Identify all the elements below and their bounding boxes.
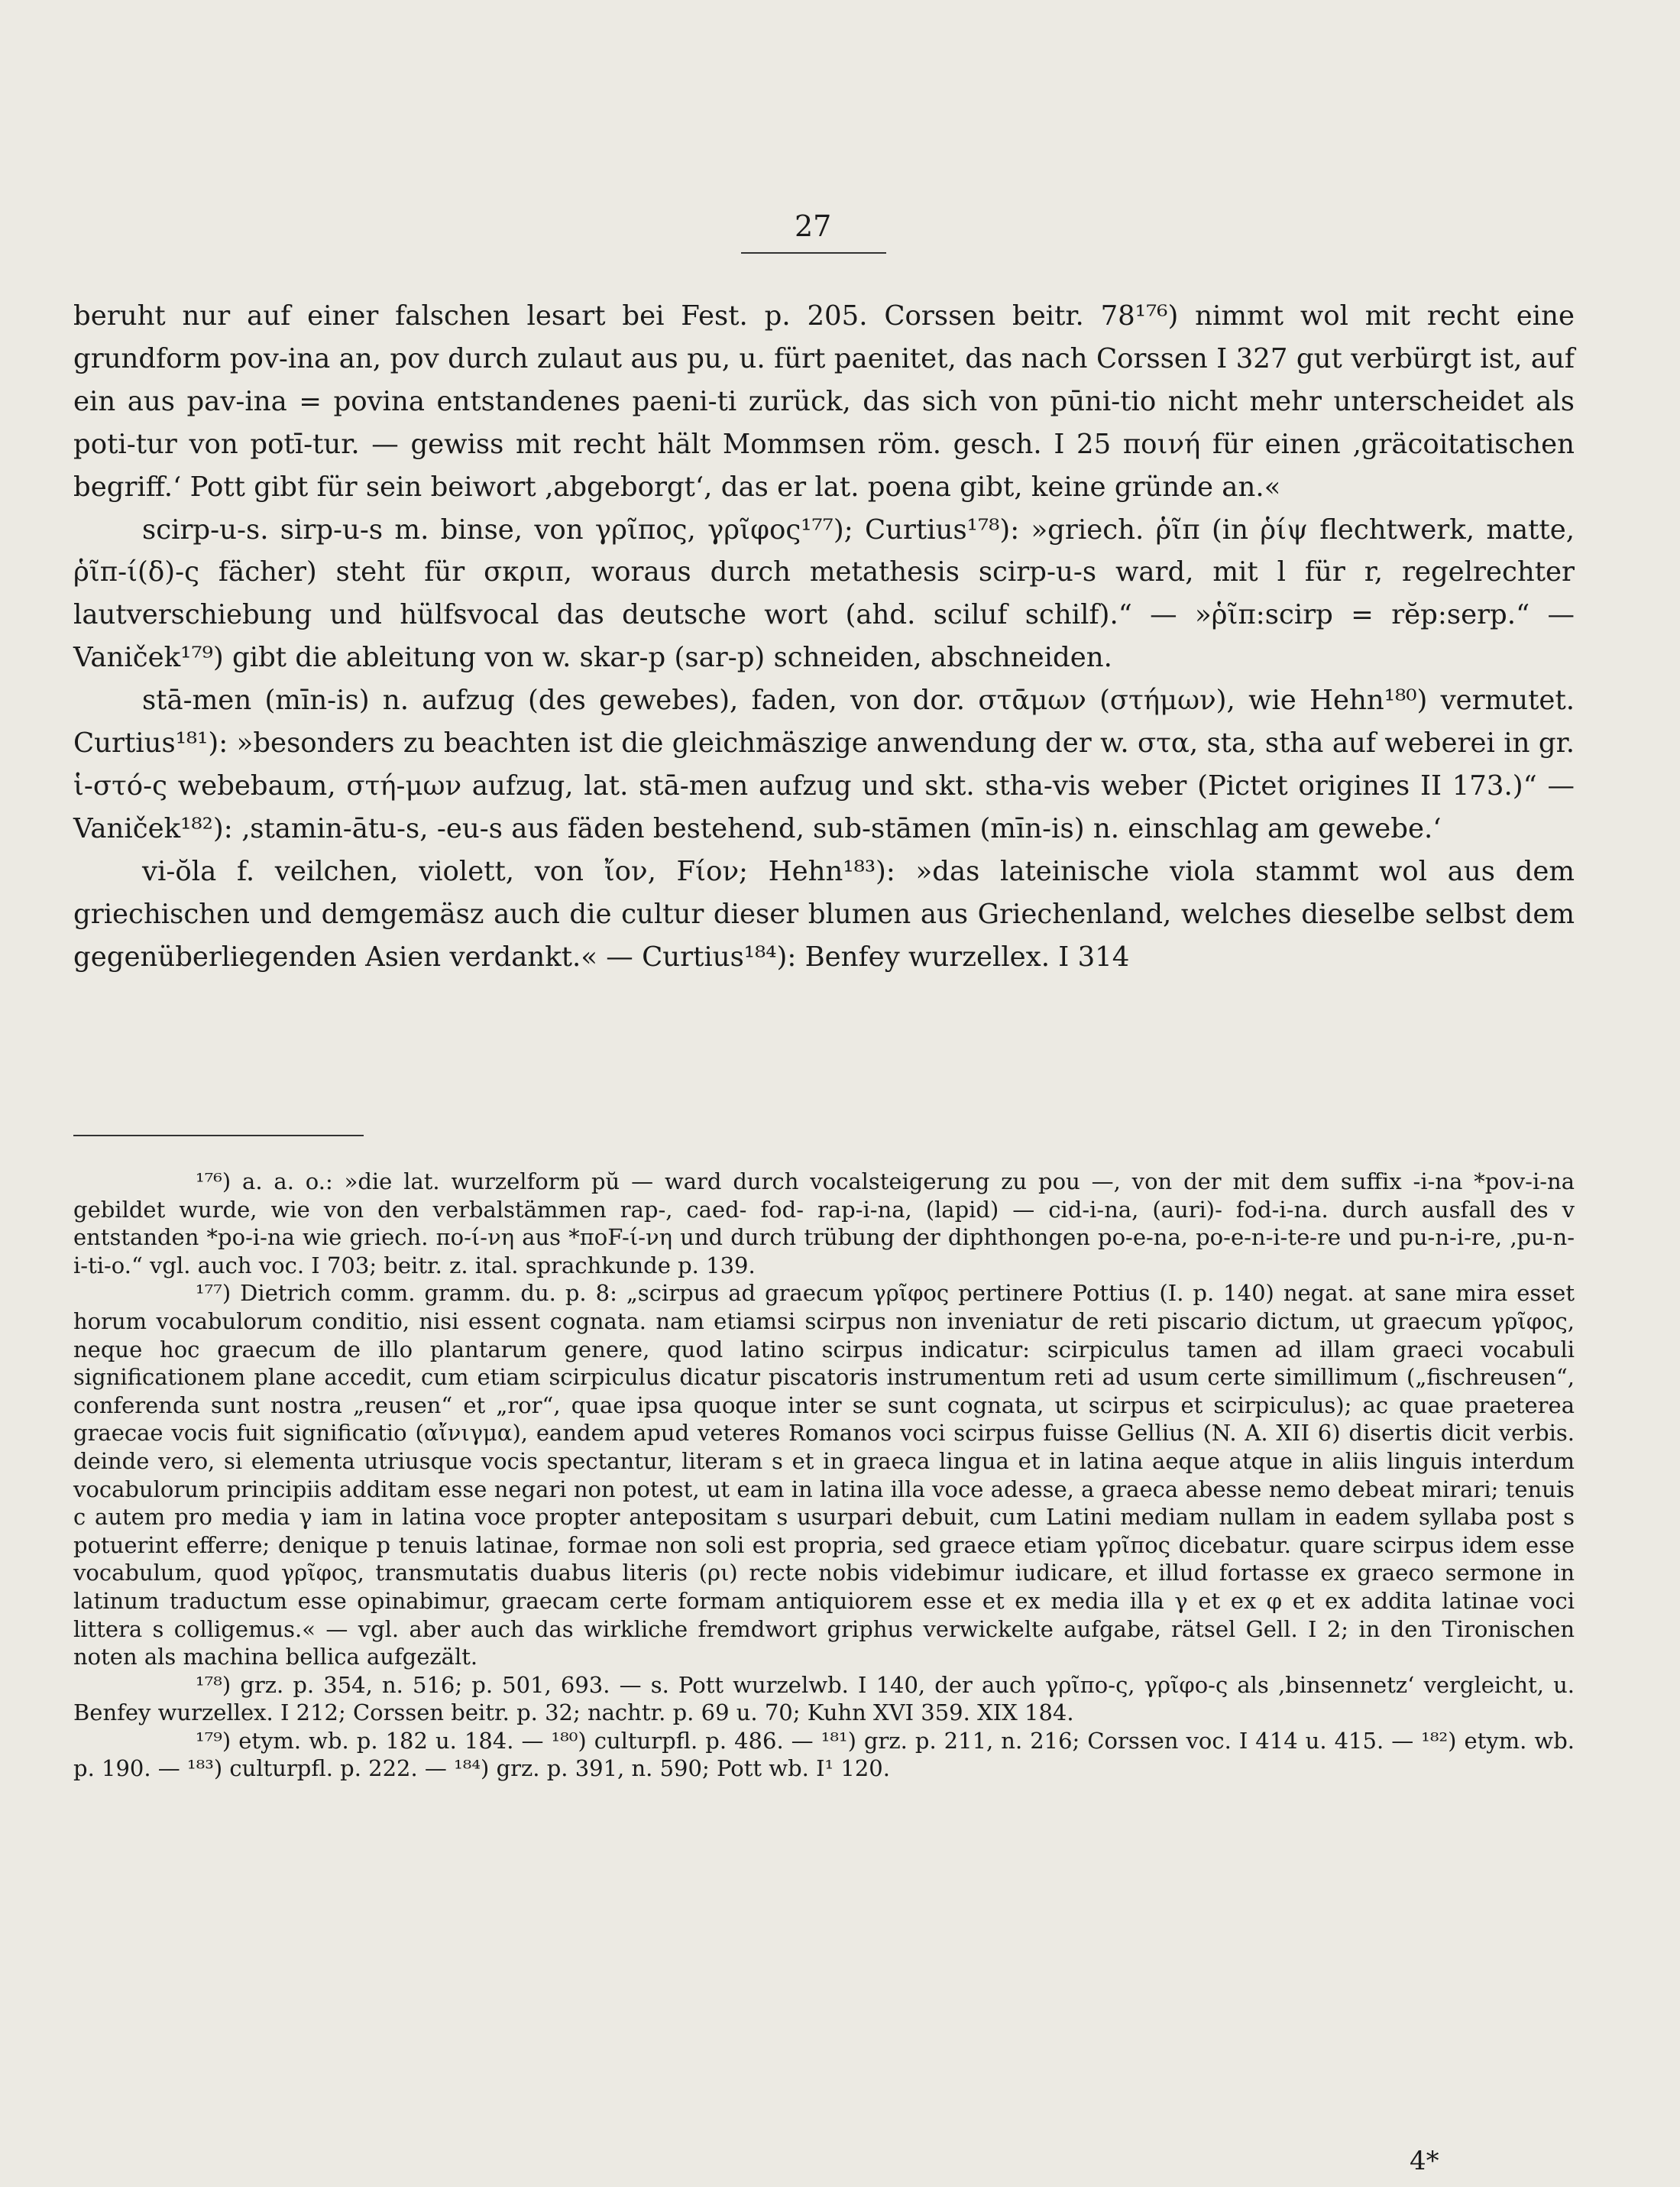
paragraph-1: beruht nur auf einer falschen lesart bei Fest. p. 205. Corssen beitr. 78¹⁷⁶) nimmt wol mit recht eine grundform pov-ina an, pov durch zulaut aus pu, u. fürt paenitet, das nach Corssen I 327 gut verbürgt ist, auf ein aus pav-ina = povina entstandenes paeni-ti zurück, das sich von pūni-tio nicht mehr unterscheidet als poti-tur von potī-tur. — gewiss mit recht hält Mommsen röm. gesch. I 25 ποινή für einen ‚gräcoitatischen begriff.‘ Pott gibt für sein beiwort ‚abgeborgt‘, das er lat. poena gibt, keine gründe an.« (73, 300, 1575, 503)
paragraph-stamen: stā-men (mīn-is) n. aufzug (des gewebes), faden, von dor. στᾱμων (στήμων), wie Hehn¹⁸⁰) vermutet. Curtius¹⁸¹): »besonders zu beachten ist die gleichmäszige anwendung der w. στα, sta, stha auf weberei in gr. ἱ-στό-ς webebaum, στή-μων aufzug, lat. stā-men aufzug und skt. stha-vis weber (Pictet origines II 173.)“ — Vaniček¹⁸²): ‚stamin-ātu-s, -eu-s aus fäden bestehend, sub-stāmen (mīn-is) n. einschlag am gewebe.‘ (73, 685, 1575, 844)
footnote-178: ¹⁷⁸) grz. p. 354, n. 516; p. 501, 693. — s. Pott wurzelwb. I 140, der auch γρῖπο-ς, γρῖφο-ς als ‚binsennetz‘ vergleicht, u. Benfey wurzellex. I 212; Corssen beitr. p. 32; nachtr. p. 69 u. 70; Kuhn XVI 359. XIX 184. (73, 1671, 1575, 1726)
paragraph-viola: vi-ŏla f. veilchen, violett, von ἴον, Fίον; Hehn¹⁸³): »das lateinische viola stammt wol aus dem griechischen und demgemäsz auch die cultur dieser blumen aus Griechenland, welches dieselbe selbst dem gegenüberliegenden Asien verdankt.« — Curtius¹⁸⁴): Benfey wurzellex. I 314 (73, 855, 1575, 973)
main-text (73, 295, 1575, 979)
header-rule (741, 252, 886, 254)
footnote-176: ¹⁷⁶) a. a. o.: »die lat. wurzelform pŭ — ward durch vocalsteigerung zu pou —, von der mit dem suffix -i-na *pov-i-na gebildet wurde, wie von den verbalstämmen rap-, caed- fod- rap-i-na, (lapid) — cid-i-na, (auri)- fod-i-na. durch ausfall des v entstanden *po-i-na wie griech. πο-ί-νη aus *ποF-ί-νη und durch trübung der diphthongen po-e-na, po-e-n-i-te-re und pu-n-i-re, ‚pu-n-i-ti-o.“ vgl. auch voc. I 703; beitr. z. ital. sprachkunde p. 139. (73, 1168, 1575, 1278)
signature-mark: 4* (1410, 2146, 1439, 2176)
footnote-177: ¹⁷⁷) Dietrich comm. gramm. du. p. 8: „scirpus ad graecum γρῖφος pertinere Pottius (I. p. 140) negat. at sane mira esset horum vocabulorum conditio, nisi essent cognata. nam etiamsi scirpus non inveniatur de reti piscario dictum, ut graecum γρῖφος, neque hoc graecum de illo plantarum genere, quod latino scirpus indicatur: scirpiculus tamen ad illam graeci vocabuli significationem plane accedit, cum etiam scirpiculus dicatur piscatoris instrumentum reti ad usum certe simillimum („fischreusen“, conferenda sunt nostra „reusen“ et „ror“, quae ipsa quoque inter se sunt cognata, ut scirpus et scirpiculus); ac quae praeterea graecae vocis fuit significatio (αἴνιγμα), eandem apud veteres Romanos voci scirpus fuisse Gellius (N. A. XII 6) disertis dicit verbis. deinde vero, si elementa utriusque vocis spectantur, literam s et in graeca lingua et in latina aeque atque in aliis linguis interdum vocabulorum principiis additam esse negari non potest, ut eam in latina illa voce adesse, a graeca abesse nemo debeat mirari; tenuis c autem pro media γ iam in latina voce propter antepositam s usurpari debuit, cum Latini mediam nullam in eadem syllaba post s potuerint efferre; denique p tenuis latinae, formae non soli est propria, sed graece etiam γρῖπος dicebatur. quare scirpus idem esse vocabulum, quod γρῖφος, transmutatis duabus literis (ρι) recte nobis videbimur iudicare, et illud fortasse ex graeco sermone in latinum traductum esse opinabimur, graecam certe formam antiquiorem esse et ex media illa γ et ex φ et ex addita latinae voci littera s colligemus.« — vgl. aber auch das wirkliche fremdwort griphus verwickelte aufgabe, rätsel Gell. I 2; in den Tironischen noten als machina bellica aufgezält. (73, 1280, 1575, 1670)
footnotes (73, 1168, 1575, 1783)
footnote-rule (73, 1135, 364, 1136)
page-number: 27 (795, 209, 832, 243)
paragraph-scirpus: scirp-u-s. sirp-u-s m. binse, von γρῖπος, γρῖφος¹⁷⁷); Curtius¹⁷⁸): »griech. ῥῖπ (in ῥίψ flechtwerk, matte, ῥῖπ-ί(δ)-ς fächer) steht für σκριπ, woraus durch metathesis scirp-u-s ward, mit l für r, regelrechter lautverschiebung und hülfsvocal das deutsche wort (ahd. sciluf schilf).“ — »ῥῖπ:scirp = rĕp:serp.“ — Vaniček¹⁷⁹) gibt die ableitung von w. skar-p (sar-p) schneiden, abschneiden. (73, 514, 1575, 674)
footnote-179-184: ¹⁷⁹) etym. wb. p. 182 u. 184. — ¹⁸⁰) culturpfl. p. 486. — ¹⁸¹) grz. p. 211, n. 216; Corssen voc. I 414 u. 415. — ¹⁸²) etym. wb. p. 190. — ¹⁸³) culturpfl. p. 222. — ¹⁸⁴) grz. p. 391, n. 590; Pott wb. I¹ 120. (73, 1727, 1575, 1782)
